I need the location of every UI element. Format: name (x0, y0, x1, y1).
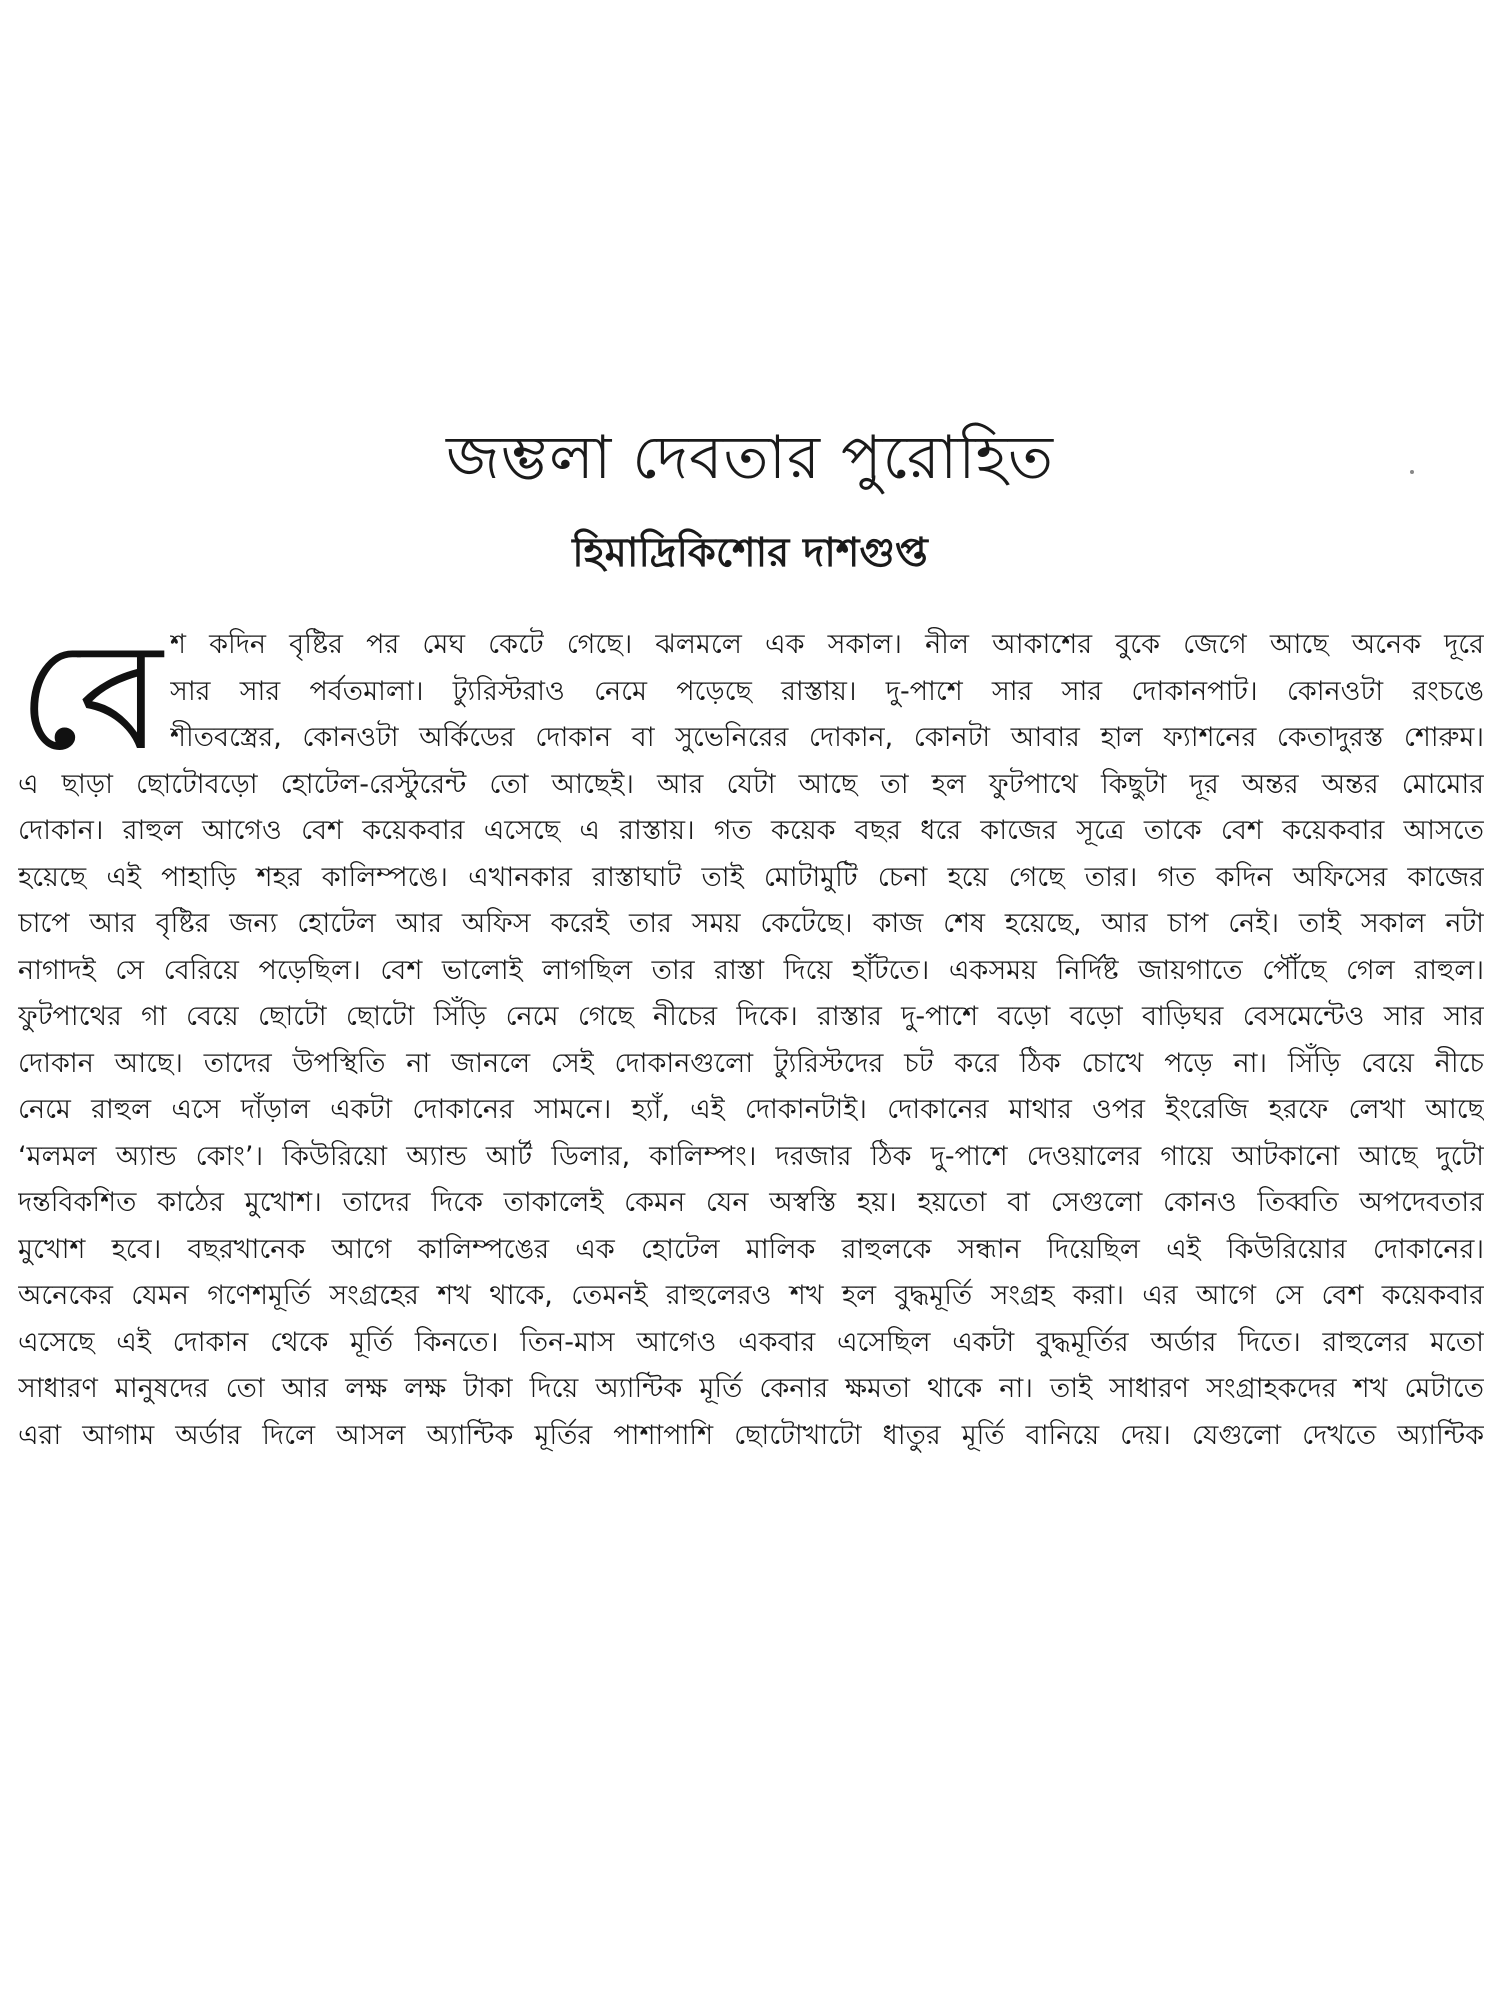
text-line: মুখোশ হবে। বছরখানেক আগে কালিম্পঙের এক হোটেল মালিক রাহুলকে সন্ধান দিয়েছিল এই কিউরিয়োর দোকানের। (18, 1233, 1484, 1265)
story-body (18, 610, 1484, 1459)
story-author: হিমাদ্রিকিশোর দাশগুপ্ত (572, 530, 928, 576)
text-line: এরা আগাম অর্ডার দিলে আসল অ্যান্টিক মূর্তির পাশাপাশি ছোটোখাটো ধাতুর মূর্তি বানিয়ে দেয়। যেগুলো দেখতে অ্যান্টিক (18, 1419, 1484, 1451)
text-line: সার সার পর্বতমালা। ট্যুরিস্টরাও নেমে পড়েছে রাস্তায়। দু-পাশে সার সার দোকানপাট। কোনওটা রংচঙে (170, 675, 1484, 707)
print-speck (1410, 470, 1414, 474)
text-line: এ ছাড়া ছোটোবড়ো হোটেল-রেস্টুরেন্ট তো আছেই। আর যেটা আছে তা হল ফুটপাথে কিছুটা দূর অন্তর অন্তর মোমোর (18, 768, 1484, 800)
text-line: শ কদিন বৃষ্টির পর মেঘ কেটে গেছে। ঝলমলে এক সকাল। নীল আকাশের বুকে জেগে আছে অনেক দূরে (170, 629, 1484, 660)
text-line: নেমে রাহুল এসে দাঁড়াল একটা দোকানের সামনে। হ্যাঁ, এই দোকানটাই। দোকানের মাথার ওপর ইংরেজি হরফে লেখা আছে (18, 1094, 1484, 1125)
text-line: চাপে আর বৃষ্টির জন্য হোটেল আর অফিস করেই তার সময় কেটেছে। কাজ শেষ হয়েছে, আর চাপ নেই। তাই সকাল নটা (18, 908, 1484, 939)
text-line: হয়েছে এই পাহাড়ি শহর কালিম্পঙে। এখানকার রাস্তাঘাট তাই মোটামুটি চেনা হয়ে গেছে তার। গত কদিন অফিসের কাজের (18, 861, 1484, 893)
text-line: ফুটপাথের গা বেয়ে ছোটো ছোটো সিঁড়ি নেমে গেছে নীচের দিকে। রাস্তার দু-পাশে বড়ো বড়ো বাড়িঘর বেসমেন্টেও সার সার (18, 1001, 1484, 1032)
text-line: অনেকের যেমন গণেশমূর্তি সংগ্রহের শখ থাকে, তেমনই রাহুলেরও শখ হল বুদ্ধমূর্তি সংগ্রহ করা। এর আগে সে বেশ কয়েকবার (18, 1280, 1484, 1311)
story-title: জম্ভলা দেবতার পুরোহিত (446, 423, 1054, 493)
drop-cap: বে (18, 610, 163, 784)
text-line: নাগাদই সে বেরিয়ে পড়েছিল। বেশ ভালোই লাগছিল তার রাস্তা দিয়ে হাঁটতে। একসময় নির্দিষ্ট জায়গাতে পৌঁছে গেল রাহুল। (18, 954, 1484, 986)
text-line: দোকান আছে। তাদের উপস্থিতি না জানলে সেই দোকানগুলো ট্যুরিস্টদের চট করে ঠিক চোখে পড়ে না। সিঁড়ি বেয়ে নীচে (18, 1047, 1484, 1079)
text-line: দন্তবিকশিত কাঠের মুখোশ। তাদের দিকে তাকালেই কেমন যেন অস্বস্তি হয়। হয়তো বা সেগুলো কোনও তিব্বতি অপদেবতার (18, 1187, 1484, 1218)
text-line: সাধারণ মানুষদের তো আর লক্ষ লক্ষ টাকা দিয়ে অ্যান্টিক মূর্তি কেনার ক্ষমতা থাকে না। তাই সাধারণ সংগ্রাহকদের শখ মেটাতে (18, 1373, 1484, 1404)
text-line: দোকান। রাহুল আগেও বেশ কয়েকবার এসেছে এ রাস্তায়। গত কয়েক বছর ধরে কাজের সূত্রে তাকে বেশ কয়েকবার আসতে (18, 815, 1484, 846)
text-line: শীতবস্ত্রের, কোনওটা অর্কিডের দোকান বা সুভেনিরের দোকান, কোনটা আবার হাল ফ্যাশনের কেতাদুরস্ত শোরুম। (170, 722, 1484, 753)
text-line: ‘মলমল অ্যান্ড কোং’। কিউরিয়ো অ্যান্ড আর্ট ডিলার, কালিম্পং। দরজার ঠিক দু-পাশে দেওয়ালের গায়ে আটকানো আছে দুটো (18, 1140, 1484, 1172)
text-line: এসেছে এই দোকান থেকে মূর্তি কিনতে। তিন-মাস আগেও একবার এসেছিল একটা বুদ্ধমূর্তির অর্ডার দিতে। রাহুলের মতো (18, 1326, 1484, 1358)
